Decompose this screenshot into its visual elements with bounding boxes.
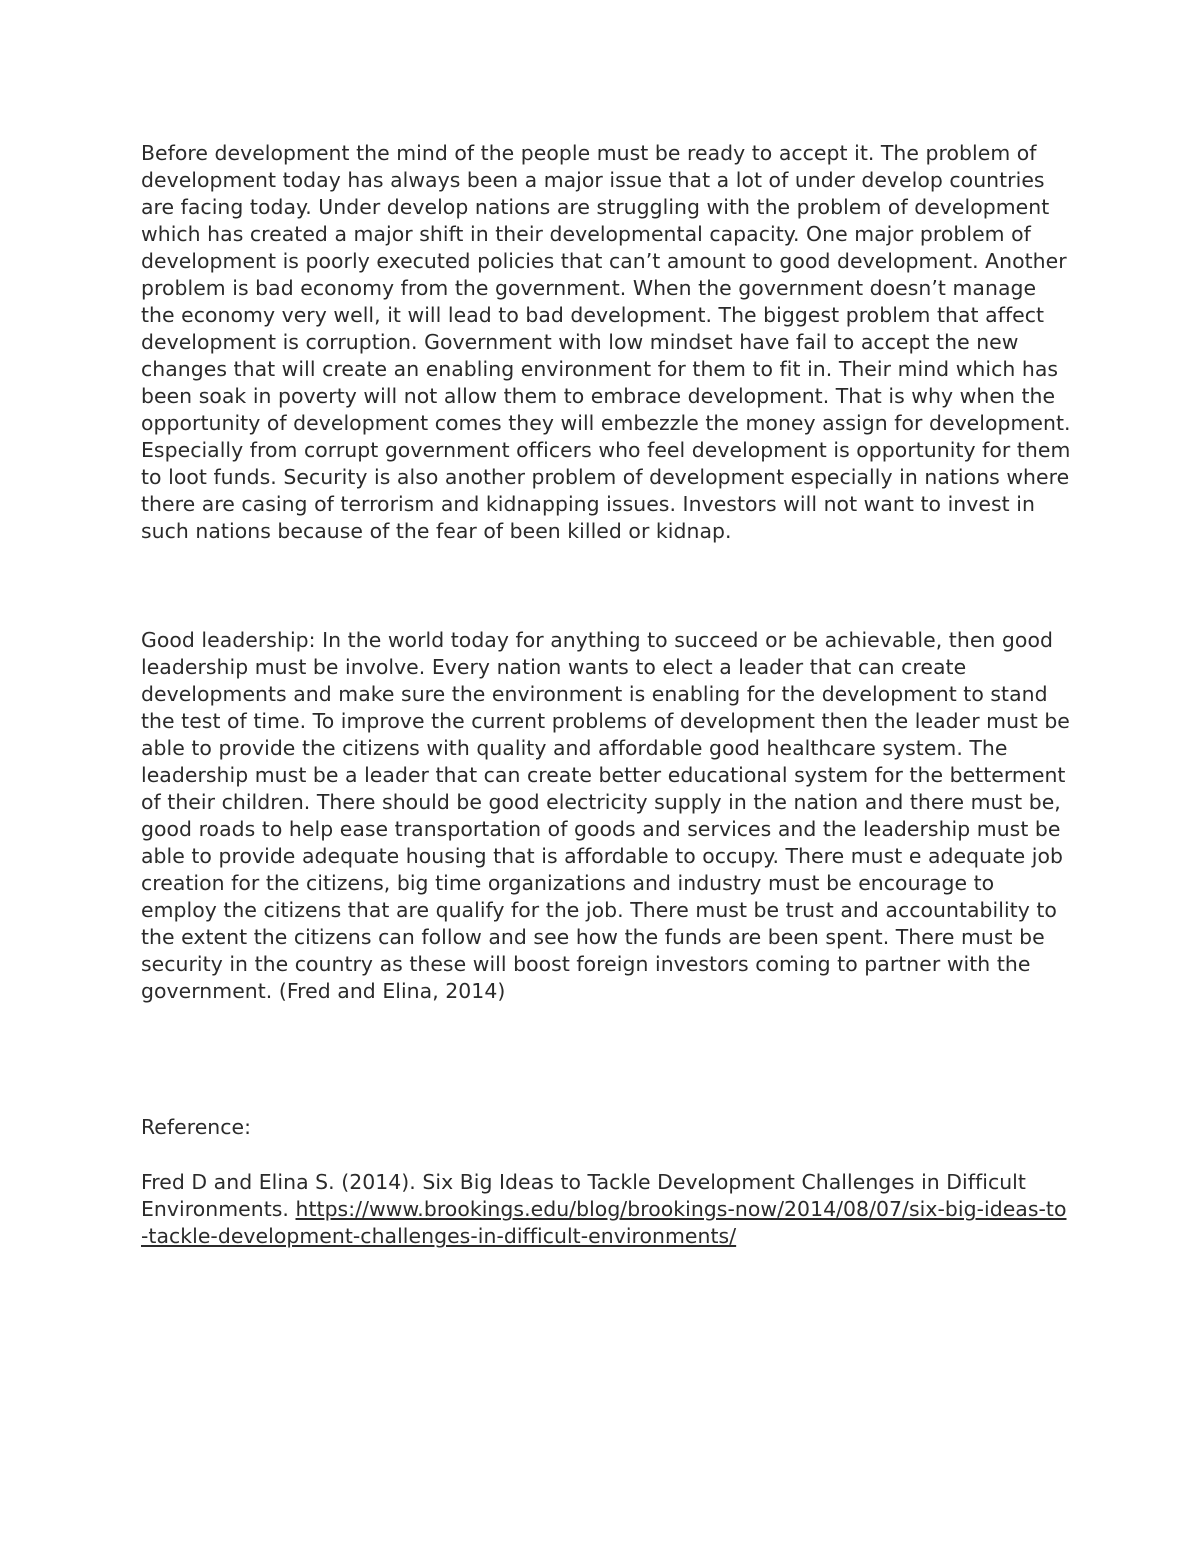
body-paragraph-good-leadership: Good leadership: In the world today for anything to succeed or be achievable, then good leadership must be involve. Every nation wants to elect a leader that can create developments and make sure the environment is enabling for the development to stand the test of time. To improve the current problems of development then the leader must be able to provide the citizens with quality and affordable good healthcare system. The leadership must be a leader that can create better educational system for the betterment of their children. There should be good electricity supply in the nation and there must be, good roads to help ease transportation of goods and services and the leadership must be able to provide adequate housing that is affordable to occupy. There must e adequate job creation for the citizens, big time organizations and industry must be encourage to employ the citizens that are qualify for the job. There must be trust and accountability to the extent the citizens can follow and see how the funds are been spent. There must be security in the country as these will boost foreign investors coming to partner with the government. (Fred and Elina, 2014) — [141, 628, 1070, 1003]
body-paragraph-problems: Before development the mind of the people must be ready to accept it. The problem of development today has always been a major issue that a lot of under develop countries are facing today. Under develop nations are struggling with the problem of development which has created a major shift in their developmental capacity. One major problem of development is poorly executed policies that can’t amount to good development. Another problem is bad economy from the government. When the government doesn’t manage the economy very well, it will lead to bad development. The biggest problem that affect development is corruption. Government with low mindset have fail to accept the new changes that will create an enabling environment for them to fit in. Their mind which has been soak in poverty will not allow them to embrace development. That is why when the opportunity of development comes they will embezzle the money assign for development. Especially from corrupt government officers who feel development is opportunity for them to loot funds. Security is also another problem of development especially in nations where there are casing of terrorism and kidnapping issues. Investors will not want to invest in such nations because of the fear of been killed or kidnap. — [141, 141, 1071, 543]
reference-link[interactable]: https://www.brookings.edu/blog/brookings-now/2014/08/07/six-big-ideas-to-tackle-development-challenges-in-difficult-environments/ — [141, 1197, 1067, 1248]
reference-entry — [141, 1169, 1071, 1250]
reference-heading: Reference: — [141, 1115, 252, 1139]
reference-citation: Fred D and Elina S. (2014). Six Big Ideas to Tackle Development Challenges in Difficult Environments. — [141, 1170, 1026, 1221]
